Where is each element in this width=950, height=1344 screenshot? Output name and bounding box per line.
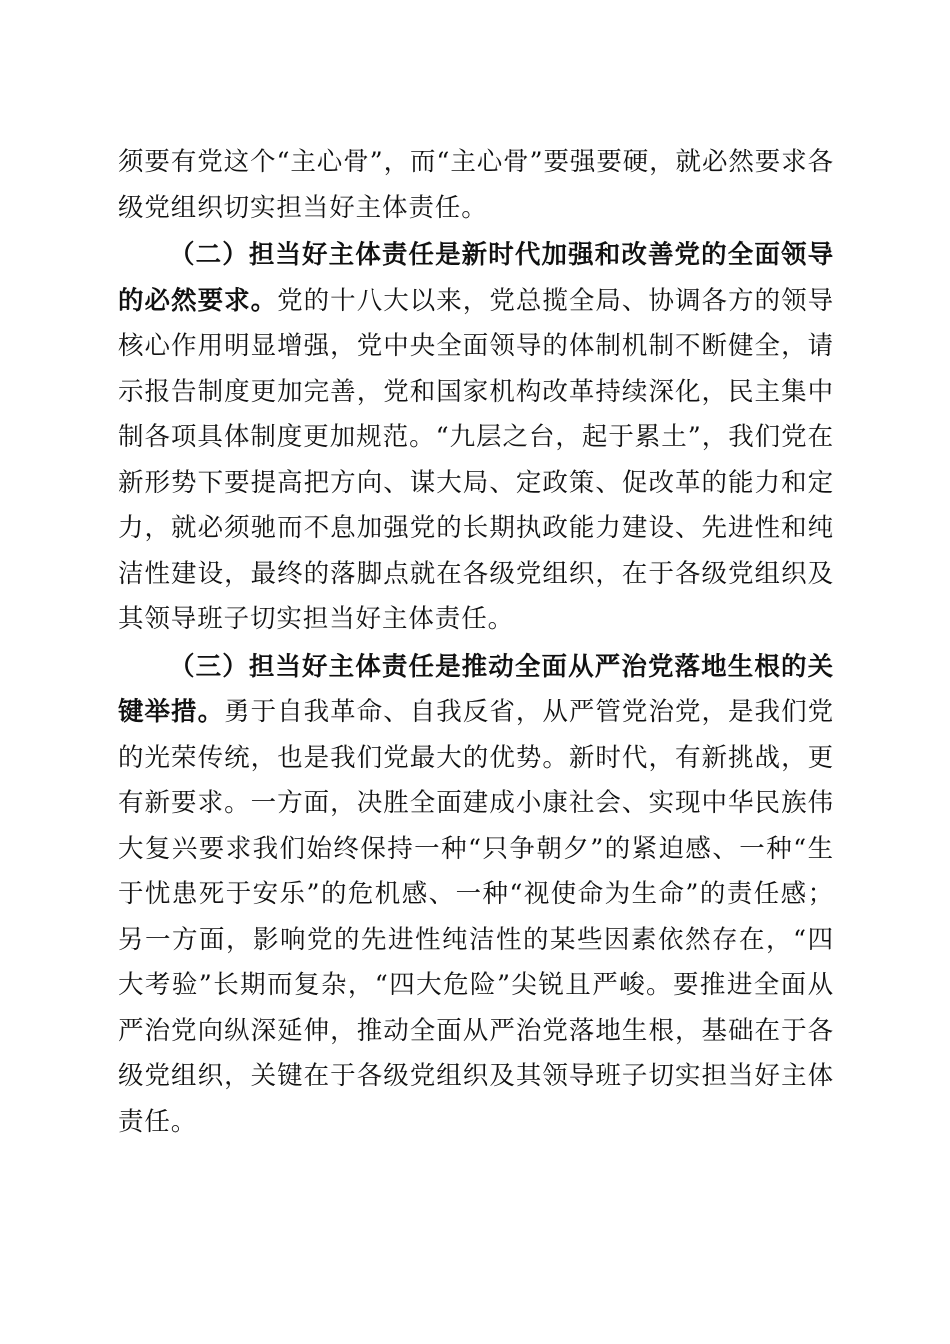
document-page: [118, 140, 834, 1145]
paragraph-1: [118, 140, 834, 231]
paragraph-2-body: 党的十八大以来，党总揽全局、协调各方的领导核心作用明显增强，党中央全面领导的体制机制不断健全，请示报告制度更加完善，党和国家机构改革持续深化，民主集中制各项具体制度更加规范。“九层之台，起于累土”，我们党在新形势下要提高把方向、谋大局、定政策、促改革的能力和定力，就必须驰而不息加强党的长期执政能力建设、先进性和纯洁性建设，最终的落脚点就在各级党组织，在于各级党组织及其领导班子切实担当好主体责任。: [118, 285, 834, 634]
paragraph-3: [118, 645, 834, 1146]
paragraph-2-heading: （二）担当好主体责任是新时代加强和改善党的全面领导的必然要求。: [118, 240, 834, 316]
paragraph-3-heading: （三）担当好主体责任是推动全面从严治党落地生根的关键举措。: [118, 651, 834, 727]
paragraph-3-body: 勇于自我革命、自我反省，从严管党治党，是我们党的光荣传统，也是我们党最大的优势。新时代，有新挑战，更有新要求。一方面，决胜全面建成小康社会、实现中华民族伟大复兴要求我们始终保持一种“只争朝夕”的紧迫感、一种“生于忧患死于安乐”的危机感、一种“视使命为生命”的责任感；另一方面，影响党的先进性纯洁性的某些因素依然存在，“四大考验”长期而复杂，“四大危险”尖锐且严峻。要推进全面从严治党向纵深延伸，推动全面从严治党落地生根，基础在于各级党组织，关键在于各级党组织及其领导班子切实担当好主体责任。: [118, 697, 834, 1137]
paragraph-2: [118, 233, 834, 643]
paragraph-1-body: 须要有党这个“主心骨”，而“主心骨”要强要硬，就必然要求各级党组织切实担当好主体责任。: [118, 147, 834, 223]
